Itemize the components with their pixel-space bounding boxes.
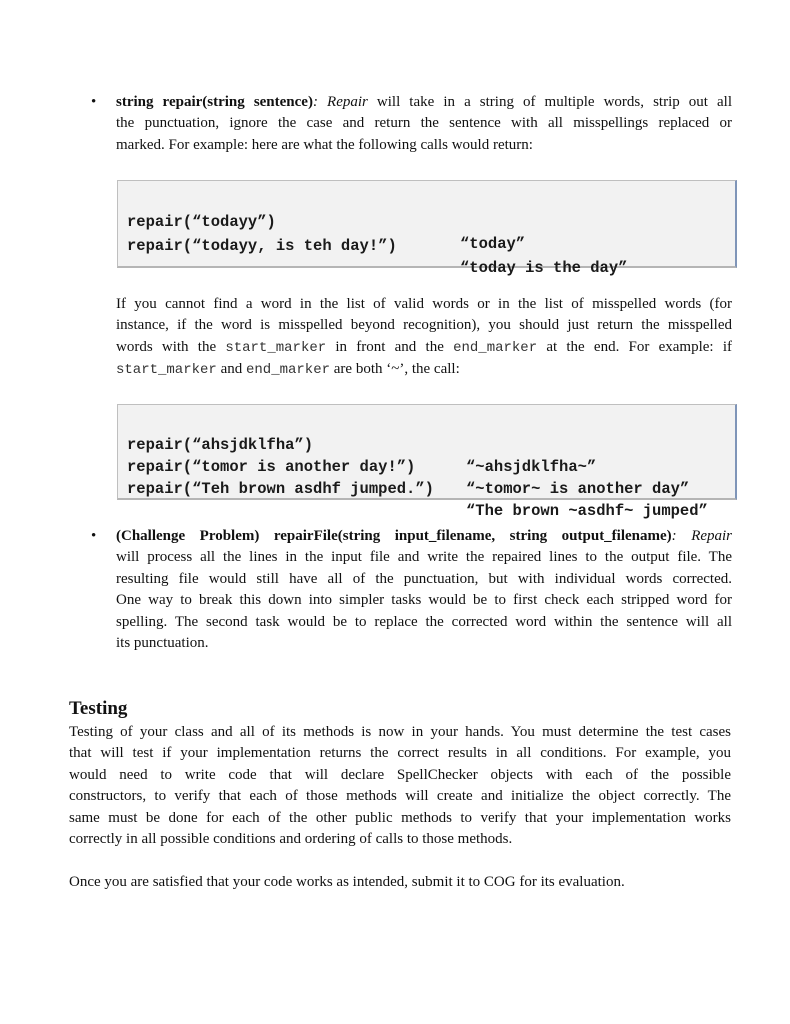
start-marker-code: start_marker (225, 339, 327, 356)
code-result: “~tomor~ is another day” (466, 479, 690, 498)
testing-line-3: would need to write code that will declare SpellChecker objects with each of the possible (69, 766, 731, 783)
code-result: “today” (460, 234, 526, 253)
repair-line-1 (116, 92, 732, 113)
repair-line-2: the punctuation, ignore the case and return the sentence with all misspellings replaced or (116, 115, 732, 132)
challenge-problem-item (91, 526, 733, 654)
repair-method-item (91, 92, 733, 156)
bullet-icon: • (91, 94, 97, 110)
bullet-icon: • (91, 528, 97, 544)
code-call: repair(“tomor is another day!”) (127, 458, 416, 477)
testing-heading: Testing (69, 698, 128, 719)
repair-desc-1: will take in a string of multiple words, strip out all (367, 94, 733, 110)
marker-line-1: If you cannot find a word in the list of valid words or in the list of misspelled words (for (116, 296, 732, 312)
code-example-box-2 (117, 404, 737, 520)
challenge-title: (Challenge Problem) repairFile(string input_filename, string output_filename) (116, 528, 672, 544)
challenge-intro-word: Repair (691, 528, 733, 544)
testing-line-6: correctly in all possible conditions and ordering of calls to those methods. (69, 831, 513, 848)
marker-line-2: instance, if the word is misspelled beyond recognition), you should just return the misspelled (116, 317, 732, 334)
testing-line-1: Testing of your class and all of its methods is now in your hands. You must determine the test cases (69, 724, 731, 740)
end-marker-code: end_marker (246, 362, 331, 379)
testing-line-2: that will test if your implementation returns the correct results in all conditions. For example, you (69, 745, 731, 762)
repair-intro-word: Repair (327, 94, 368, 110)
marker-text: in front and the (326, 338, 454, 355)
challenge-colon: : (671, 528, 677, 544)
code-row (127, 215, 735, 277)
marker-text: and (216, 361, 246, 378)
marker-paragraph (116, 294, 732, 382)
marker-line-3 (116, 337, 732, 359)
marker-text: at the end. For example: if (537, 338, 732, 355)
repair-title: string repair(string sentence) (116, 94, 313, 110)
challenge-line-5: spelling. The second task would be to replace the corrected word within the sentence will all (116, 613, 732, 630)
code-result: “~ahsjdklfha~” (466, 457, 597, 476)
code-call: repair(“Teh brown asdhf jumped.”) (127, 480, 434, 499)
testing-line-5: same must be done for each of the other public methods to verify that your implementation works (69, 809, 731, 826)
start-marker-code: start_marker (116, 362, 217, 379)
challenge-line-4: One way to break this down into simpler tasks would be to first check each stripped word for (116, 592, 732, 609)
code-example-box-1 (117, 180, 737, 277)
code-call: repair(“todayy”) (127, 213, 276, 232)
repair-colon: : (312, 94, 318, 110)
code-call: repair(“ahsjdklfha”) (127, 436, 314, 455)
testing-line-4: constructors, to verify that each of those methods will create and initialize the object correctly. The (69, 788, 731, 805)
end-marker-code: end_marker (453, 339, 538, 356)
challenge-line-6: its punctuation. (116, 635, 209, 652)
challenge-line-2: will process all the lines in the input file and write the repaired lines to the output file. The (116, 549, 732, 566)
code-result: “The brown ~asdhf~ jumped” (466, 501, 708, 520)
marker-text: are both ‘~’, the call: (330, 361, 460, 378)
testing-paragraph (69, 722, 731, 850)
challenge-line-1 (116, 526, 732, 547)
marker-text: words with the (116, 338, 226, 355)
code-call: repair(“todayy, is teh day!”) (127, 237, 397, 256)
closing-paragraph: Once you are satisfied that your code works as intended, submit it to COG for its evaluation. (69, 874, 625, 890)
marker-line-4 (116, 359, 732, 381)
challenge-line-3: resulting file would still have all of the punctuation, but with individual words corrected. (116, 570, 732, 587)
code-result: “today is the day” (460, 258, 628, 277)
repair-line-3: marked. For example: here are what the following calls would return: (116, 136, 533, 153)
